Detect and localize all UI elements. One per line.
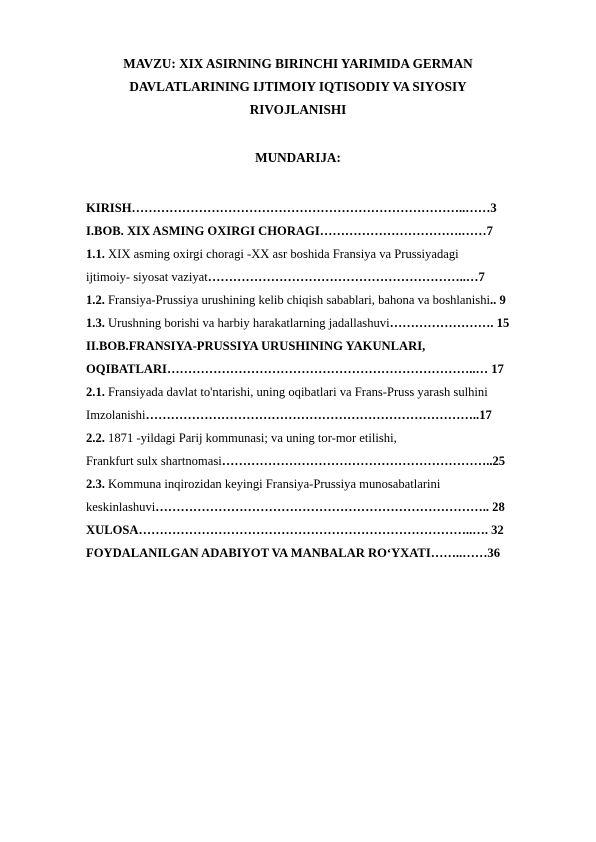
toc-leader: ……………………………………………………..…: [207, 270, 479, 284]
toc-label: ijtimoiy- siyosat vaziyat: [86, 270, 208, 284]
toc-leader: ……………………………………………………………………..: [155, 500, 493, 514]
toc-page: 32: [491, 523, 504, 537]
contents-heading: MUNDARIJA:: [255, 150, 341, 165]
title-line-1: MAVZU: XIX ASIRNING BIRINCHI YARIMIDA GERMAN: [123, 56, 473, 71]
toc-entry-1-3: [86, 312, 555, 335]
toc-leader: ..: [490, 293, 497, 307]
toc-entry-2-2-cont: [86, 450, 555, 473]
toc-number: 2.3.: [86, 477, 105, 491]
toc-entry-adabiyotlar: [86, 542, 555, 565]
toc-entry-bob-2-cont: [86, 358, 555, 381]
toc-leader: …………………….: [389, 316, 497, 330]
toc-leader: ……..……: [430, 546, 488, 560]
toc-leader: ………………………………………………………………..…: [166, 362, 492, 376]
toc-label: Imzolanishi: [86, 408, 146, 422]
toc-leader: ……………………………………………………………………..……: [131, 201, 491, 215]
toc-page: 17: [479, 408, 492, 422]
toc-page: 25: [492, 454, 506, 468]
toc-label: Kommuna inqirozidan keyingi Fransiya-Prussiya munosabatlarini: [108, 477, 441, 491]
toc-entry-2-3-cont: [86, 496, 555, 519]
toc-label: KIRISH: [86, 201, 132, 215]
toc-entry-2-2: [86, 427, 555, 450]
toc-entry-bob-1: [86, 220, 555, 243]
toc-page: 7: [486, 224, 493, 238]
toc-entry-2-1: [86, 381, 555, 404]
toc-entry-bob-2: [86, 335, 555, 358]
toc-number: 2.1.: [86, 385, 105, 399]
toc-label: Fransiyada davlat to'ntarishi, uning oqibatlari va Frans-Pruss yarash sulhini: [108, 385, 488, 399]
toc-number: 1.2.: [86, 293, 105, 307]
toc-leader: ……………………………………………………………………..: [145, 408, 480, 422]
toc-label: Fransiya-Prussiya urushining kelib chiqish sabablari, bahona va boshlanishi: [108, 293, 490, 307]
toc-page: 17: [491, 362, 504, 376]
toc-page: 7: [478, 270, 485, 284]
toc-label: 1871 -yildagi Parij kommunasi; va uning tor-mor etilishi,: [108, 431, 397, 445]
toc-entry-2-1-cont: [86, 404, 555, 427]
toc-leader: ……………………………………………………………………..….: [138, 523, 492, 537]
toc-entry-1-1-cont: [86, 266, 555, 289]
toc-label: OQIBATLARI: [86, 362, 167, 376]
toc-leader: ………………………………………………………..: [221, 454, 493, 468]
toc-number: 1.3.: [86, 316, 105, 330]
toc-label: Frankfurt sulx shartnomasi: [86, 454, 222, 468]
title-line-3: RIVOJLANISHI: [249, 102, 347, 117]
toc-label: keskinlashuvi: [86, 500, 156, 514]
toc-entry-1-2: [86, 289, 555, 312]
toc-label: I.BOB. XIX ASMING OXIRGI CHORAGI: [86, 224, 320, 238]
title-line-2: DAVLATLARINING IJTIMOIY IQTISODIY VA SIYOSIY: [129, 79, 467, 94]
toc-leader: …………………………….……: [319, 224, 487, 238]
toc-page: 9: [499, 293, 506, 307]
toc-page: 28: [492, 500, 505, 514]
toc-label: Urushning borishi va harbiy harakatlarning jadallashuvi: [108, 316, 390, 330]
toc-label: XULOSA: [86, 523, 139, 537]
table-of-contents: [86, 197, 555, 565]
toc-label: FOYDALANILGAN ADABIYOT VA MANBALAR RO‘YXATI: [86, 546, 431, 560]
toc-page: 15: [496, 316, 510, 330]
toc-entry-kirish: [86, 197, 555, 220]
toc-label: XIX asming oxirgi choragi -XX asr boshida Fransiya va Prussiyadagi: [108, 247, 459, 261]
toc-number: 1.1.: [86, 247, 105, 261]
toc-entry-xulosa: [86, 519, 555, 542]
toc-page: 3: [490, 201, 497, 215]
document-title: [0, 52, 596, 121]
toc-entry-1-1: [86, 243, 555, 266]
toc-page: 36: [487, 546, 500, 560]
toc-number: 2.2.: [86, 431, 105, 445]
toc-entry-2-3: [86, 473, 555, 496]
toc-label: II.BOB.FRANSIYA-PRUSSIYA URUSHINING YAKUNLARI,: [86, 339, 426, 353]
